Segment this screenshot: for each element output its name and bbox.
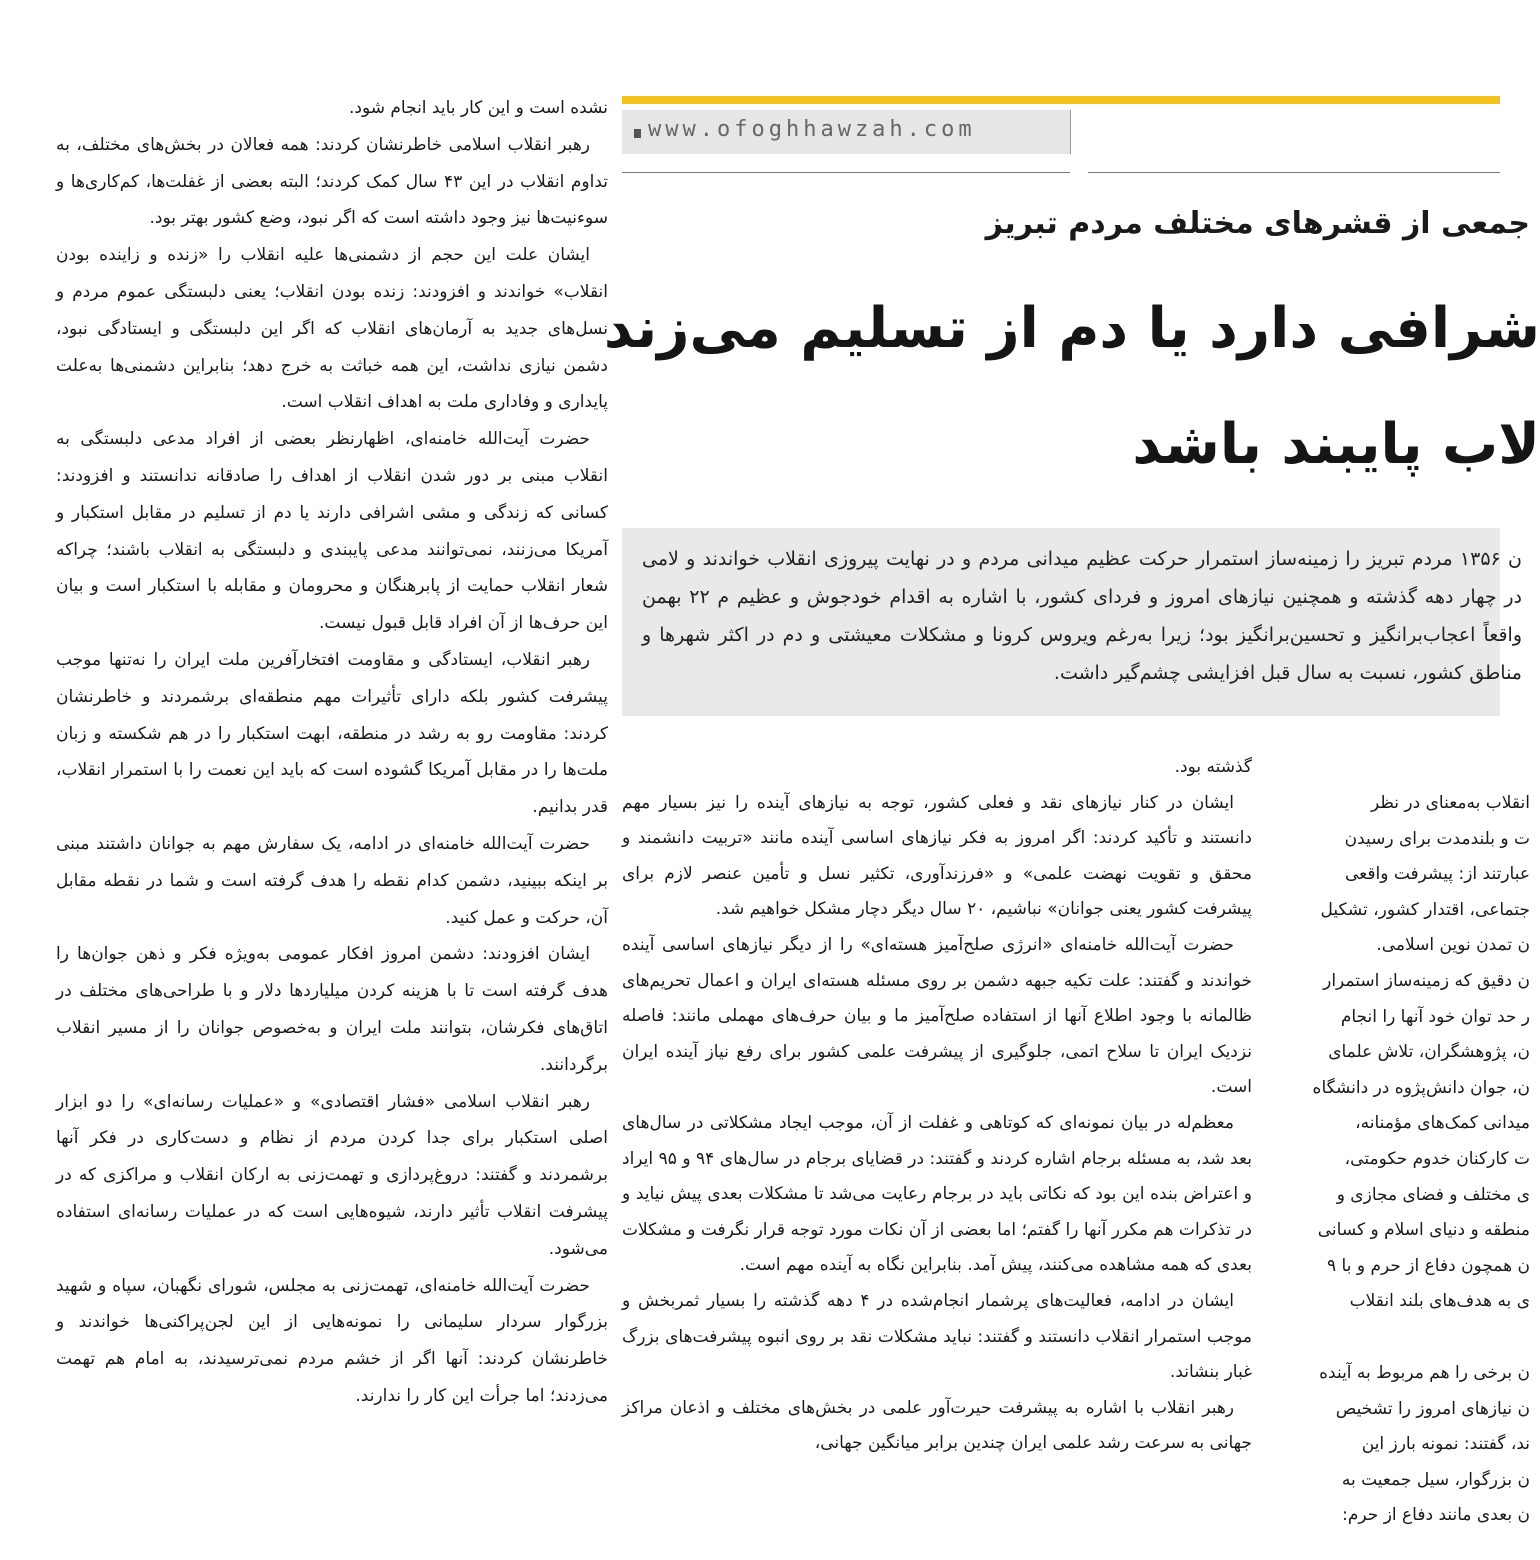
paragraph: رهبر انقلاب اسلامی خاطرنشان کردند: همه فعالان در بخش‌های مختلف، به تداوم انقلاب در این ۴۳ سال کمک کردند؛ البته بعضی از غفلت‌ها، کم‌کاری‌ها و سوءنیت‌ها نیز وجود داشته است که اگر نبود، وضع کشور بهتر بود. (56, 134, 608, 229)
accent-rule (622, 96, 1500, 104)
text-line: ن دقیق که زمینه‌ساز استمرار (1323, 970, 1530, 991)
middle-column (622, 750, 1252, 1560)
text-line: ن برخی را هم مربوط به آینده (1319, 1362, 1530, 1383)
paragraph: ایشان علت این حجم از دشمنی‌ها علیه انقلاب را «زنده و زاینده بودن انقلاب» خواندند و افزودند: زنده بودن انقلاب؛ یعنی دلبستگی عموم مردم و نسل‌های جدید به آرمان‌های انقلاب که اگر این دلبستگی و ایستادگی نبود، دشمن نیازی نداشت، این همه خباثت به خرج دهد؛ بنابراین دشمنی‌ها به‌علت پایداری و وفاداری ملت به اهداف انقلاب است. (56, 245, 608, 413)
paragraph: ایشان در ادامه، فعالیت‌های پرشمار انجام‌شده در ۴ دهه گذشته را بسیار ثمربخش و موجب استمرار انقلاب دانستند و گفتند: نباید مشکلات نقد بر روی انبوه پیشرفت‌های بزرگ غبار بنشاند. (622, 1290, 1252, 1383)
left-column (56, 90, 608, 1560)
text-line: ر حد توان خود آنها را انجام (1340, 1006, 1530, 1027)
headline-line-2: لاب پایبند باشد (1132, 412, 1540, 477)
text-line: ند، گفتند: نمونه بارز این (1361, 1434, 1530, 1455)
bullet-icon (634, 129, 641, 138)
text-line: ن، جوان دانش‌پژوه در دانشگاه (1312, 1077, 1530, 1098)
text-line: ن بزرگوار، سیل جمعیت به (1341, 1469, 1530, 1490)
text-line: ن همچون دفاع از حرم و با ۹ (1327, 1255, 1530, 1276)
lede-text: ن ۱۳۵۶ مردم تبریز را زمینه‌ساز استمرار حرکت عظیم میدانی مردم و در نهایت پیروزی انقلاب خواندند و لامی در چهار دهه گذشته و همچنین نیازهای امروز و فردای کشور، با اشاره به اقدام خودجوش و عظیم م ۲۲ بهمن واقعاً اعجاب‌برانگیز و تحسین‌برانگیز بود؛ زیرا به‌رغم ویروس کرونا و مشکلات معیشتی و دم در اکثر شهرها و مناطق کشور، نسبت به سال قبل افزایشی چشم‌گیر داشت. (642, 548, 1522, 684)
paragraph: رهبر انقلاب با اشاره به پیشرفت حیرت‌آور علمی در بخش‌های مختلف و اذعان مراکز جهانی به سرعت رشد علمی ایران چندین برابر میانگین جهانی، (622, 1397, 1252, 1454)
text-line: جتماعی، اقتدار کشور، تشکیل (1320, 899, 1530, 920)
text-line: ی به هدف‌های بلند انقلاب (1349, 1291, 1530, 1312)
lede-box (622, 528, 1522, 716)
text-line: میدانی کمک‌های مؤمنانه، (1355, 1113, 1530, 1134)
text-line: انقلاب به‌معنای در نظر (1370, 793, 1530, 813)
text-line: ن بعدی مانند دفاع از حرم: (1342, 1505, 1530, 1526)
paragraph: حضرت آیت‌الله خامنه‌ای «انرژی صلح‌آمیز هسته‌ای» را از دیگر نیازهای اساسی آینده خواندند و گفتند: علت تکیه جبهه دشمن بر روی مسئله هسته‌ای ایران و اعمال تحریم‌های ظالمانه با وجود اطلاع آنها از استفاده صلح‌آمیز ما و بیان حرف‌های مهملی مانند: فاصله نزدیک ایران تا سلاح اتمی، جلوگیری از پیشرفت علمی کشور برای رفع نیاز آینده ایران است. (622, 934, 1252, 1098)
text-line: ی مختلف و فضای مجازی و (1336, 1184, 1530, 1205)
paragraph: گذشته بود. (1174, 757, 1252, 777)
paragraph: معظم‌له در بیان نمونه‌ای که کوتاهی و غفلت از آن، موجب ایجاد مشکلاتی در سال‌های بعد شد، به مسئله برجام اشاره کردند و گفتند: در قضایای برجام در سال‌های ۹۴ و ۹۵ ایراد و اعتراض بنده این بود که نکاتی باید در برجام رعایت می‌شد تا مشکلات بعدی پیش نیاید و در تذکرات هم مکرر آنها را گفتم؛ اما بعضی از آن نکات مورد توجه قرار نگرفت و مشکلات بعدی که همه مشاهده می‌کنند، پیش آمد. بنابراین نگاه به آینده مهم است. (622, 1112, 1252, 1276)
paragraph: حضرت آیت‌الله خامنه‌ای، اظهارنظر بعضی از افراد مدعی دلبستگی به انقلاب مبنی بر دور شدن انقلاب از اهداف را صادقانه ندانستند و افزودند: کسانی که زندگی و مشی اشرافی دارند یا دم از تسلیم در مقابل استکبار و آمریکا می‌زنند، نمی‌توانند مدعی پایبندی و دلبستگی به انقلاب باشند؛ چراکه شعار انقلاب حمایت از پابرهنگان و محرومان و مقابله با استکبار است و بیان این حرف‌ها از آن افراد قابل قبول نیست. (56, 429, 608, 634)
text-line: ن تمدن نوین اسلامی. (1376, 935, 1530, 956)
paragraph: رهبر انقلاب، ایستادگی و مقاومت افتخارآفرین ملت ایران را نه‌تنها موجب پیشرفت کشور بلکه دارای تأثیرات مهم منطقه‌ای برشمردند و خاطرنشان کردند: مقاومت رو به رشد در منطقه، ابهت استکبار را در هم شکسته و زبان ملت‌ها را در مقابل آمریکا گشوده است که باید این نعمت را با استمرار انقلاب، قدر بدانیم. (56, 649, 608, 818)
text-line: ت و بلندمدت برای رسیدن (1344, 828, 1530, 849)
kicker: جمعی از قشرهای مختلف مردم تبریز (985, 206, 1530, 241)
text-line: عبارتند از: پیشرفت واقعی (1345, 864, 1530, 885)
paragraph: رهبر انقلاب اسلامی «فشار اقتصادی» و «عملیات رسانه‌ای» را دو ابزار اصلی استکبار برای جدا کردن مردم از نظام و دست‌کاری در فکر آنها برشمردند و گفتند: دروغ‌پردازی و تهمت‌زنی به ارکان انقلاب و مراکزی که در پیشرفت انقلاب تأثیر دارند، شیوه‌هایی است که در عملیات رسانه‌ای استفاده می‌شود. (56, 1091, 608, 1259)
text-line: ن نیازهای امروز را تشخیص (1335, 1398, 1530, 1419)
text-line: منطقه و دنیای اسلام و کسانی (1317, 1220, 1530, 1241)
paragraph: حضرت آیت‌الله خامنه‌ای در ادامه، یک سفارش مهم به جوانان داشتند مبنی بر اینکه ببینید، دشمن کدام نقطه را هدف گرفته است و شما در نقطه مقابل آن، حرکت و عمل کنید. (56, 833, 608, 928)
paragraph: ایشان افزودند: دشمن امروز افکار عمومی به‌ویژه فکر و ذهن جوان‌ها را هدف گرفته است تا با هزینه کردن میلیاردها دلار و با طراحی‌های مختلف در اتاق‌های فکرشان، بتوانند ملت ایران و به‌خصوص جوانان را از مسیر انقلاب برگردانند. (56, 944, 608, 1075)
divider (622, 172, 1070, 173)
website-banner (622, 110, 1071, 154)
divider (1088, 172, 1500, 173)
right-column (1282, 786, 1530, 1556)
website-url: www.ofoghhawzah.com (648, 117, 976, 142)
paragraph: نشده است و این کار باید انجام شود. (348, 98, 608, 118)
paragraph-gap (1282, 1320, 1530, 1356)
text-line: ن، پژوهشگران، تلاش علمای (1328, 1042, 1530, 1063)
paragraph: ایشان در کنار نیازهای نقد و فعلی کشور، توجه به نیازهای آینده را نیز بسیار مهم دانستند و تأکید کردند: اگر امروز به فکر نیازهای اساسی آینده مانند «تربیت دانشمند و محقق و تقویت نهضت علمی» و «فرزندآوری، تکثیر نسل و تأمین عنصر لازم برای پیشرفت کشور یعنی جوانان» نباشیم، ۲۰ سال دیگر دچار مشکل خواهیم شد. (622, 792, 1252, 920)
text-line: ت کارکنان خدوم حکومتی، (1344, 1148, 1530, 1169)
paragraph: حضرت آیت‌الله خامنه‌ای، تهمت‌زنی به مجلس، شورای نگهبان، سپاه و شهید بزرگوار سردار سلیمانی را نمونه‌هایی از این لجن‌پراکنی‌ها خواندند و خاطرنشان کردند: آنها اگر از خشم مردم نمی‌ترسیدند، به امام هم تهمت می‌زدند؛ اما جرأت این کار را ندارند. (56, 1275, 608, 1406)
headline-line-1: شرافی دارد یا دم از تسلیم می‌زند (603, 296, 1540, 361)
